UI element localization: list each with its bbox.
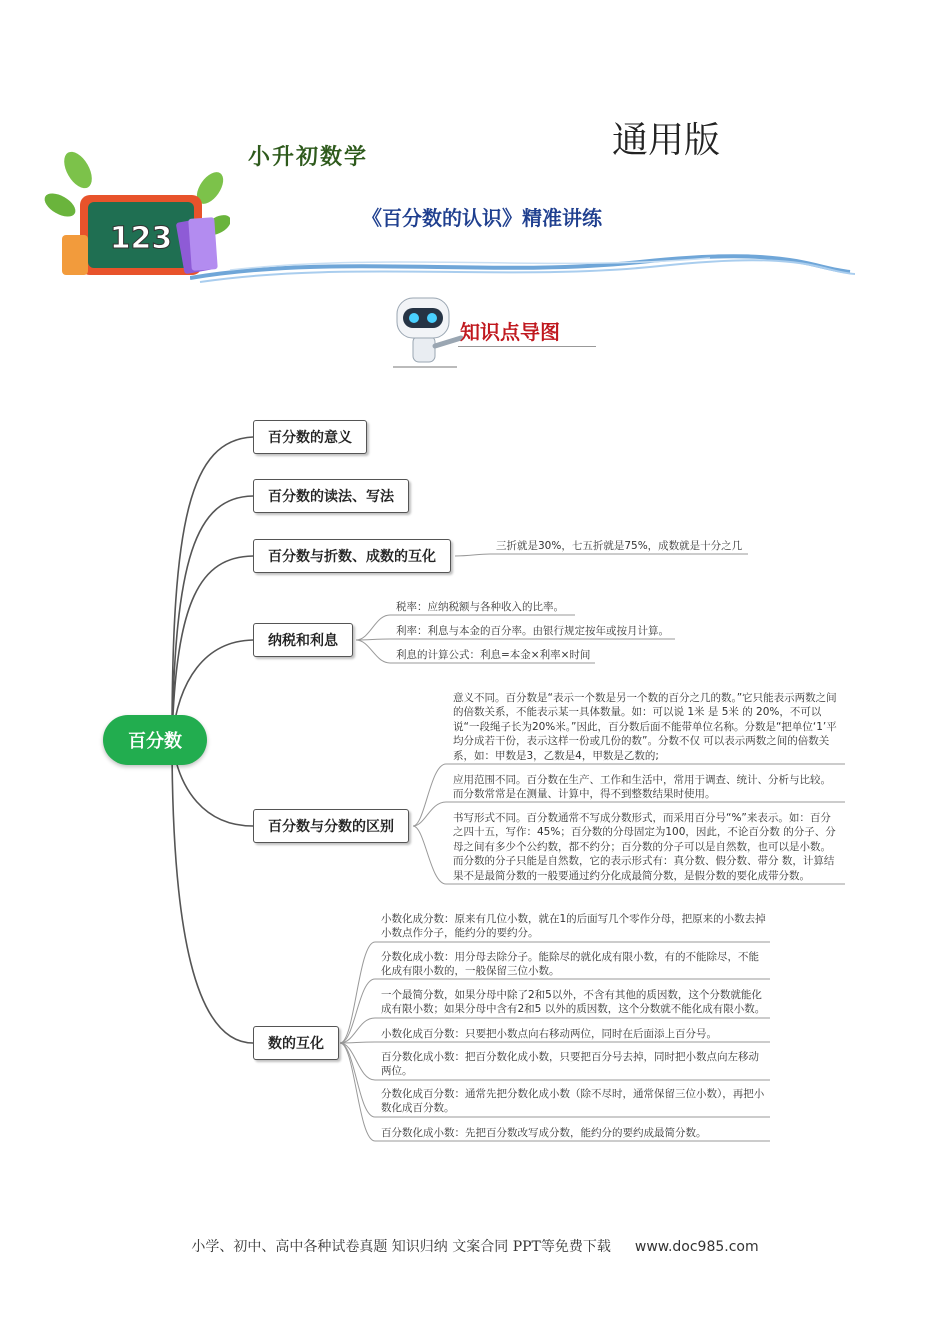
branch-meaning: 百分数的意义 [253, 420, 367, 454]
board-number: 123 [109, 221, 173, 256]
leaf-percent-to-fraction: 百分数化成小数：先把百分数改写成分数，能约分的要约成最简分数。 [381, 1127, 707, 1139]
section-title: 知识点导图 [460, 320, 560, 344]
leaf-difference-writing: 书写形式不同。百分数通常不写成分数形式，而采用百分号“%”来表示。如：百分之四十五，写作：45%；百分数的分母固定为100，因此，不论百分数 的分子、分母之间有多少个公约数，都不约分；百分数的分子可以是自然数，也可以是小数。而分数的分子只能是自然数，它的表示形式有：真分数、假分数、带分 数，计算结果不是最简分数的一般要通过约分化成最简分数，是假分数的要化成带分数。 [453, 812, 836, 882]
footer-site-link[interactable]: www.doc985.com [634, 1239, 759, 1255]
branch-number-conversion: 数的互化 [253, 1026, 339, 1060]
leaf-fraction-to-percent: 分数化成百分数：通常先把分数化成小数（除不尽时，通常保留三位小数），再把小数化成百分数。 [381, 1088, 765, 1115]
mindmap-root: 百分数 [103, 715, 207, 765]
page-title: 《百分数的认识》精准讲练 [362, 206, 602, 230]
branch-fraction-difference: 百分数与分数的区别 [253, 809, 409, 843]
leaf-discount: 三折就是30%，七五折就是75%，成数就是十分之几 [496, 540, 743, 552]
branch-discount-conversion: 百分数与折数、成数的互化 [253, 539, 451, 573]
leaf-decimal-to-fraction: 小数化成分数：原来有几位小数，就在1的后面写几个零作分母，把原来的小数去掉小数点作分子，能约分的要约分。 [381, 913, 766, 940]
leaf-fraction-to-decimal: 分数化成小数：用分母去除分子。能除尽的就化成有限小数，有的不能除尽，不能化成有限小数的，一般保留三位小数。 [381, 951, 759, 978]
leaf-percent-to-decimal: 百分数化成小数：把百分数化成小数，只要把百分号去掉，同时把小数点向左移动两位。 [381, 1051, 759, 1078]
leaf-interest-formula: 利息的计算公式：利息=本金×利率×时间 [396, 649, 591, 661]
branch-tax-interest: 纳税和利息 [253, 623, 353, 657]
edition-label: 通用版 [612, 120, 721, 161]
leaf-decimal-to-percent: 小数化成百分数：只要把小数点向右移动两位，同时在后面添上百分号。 [381, 1028, 717, 1040]
footer [0, 1236, 950, 1256]
leaf-difference-meaning: 意义不同。百分数是“表示一个数是另一个数的百分之几的数。”它只能表示两数之间的倍数关系，不能表示某一具体数量。如：可以说 1米 是 5米 的 20%，不可以说“一段绳子长为20%米。”因此，百分数后面不能带单位名称。分数是“把单位‘1’平均分成若干份，表示这样一份或几份的数”。分数不仅 可以表示两数之间的倍数关系，如：甲数是3，乙数是4，甲数是乙数的; [453, 692, 837, 762]
footer-text: 小学、初中、高中各种试卷真题 知识归纳 文案合同 PPT等免费下载 [191, 1239, 611, 1255]
branch-read-write: 百分数的读法、写法 [253, 479, 409, 513]
series-title: 小升初数学 [248, 145, 369, 170]
leaf-simplest-fraction: 一个最简分数，如果分母中除了2和5以外，不含有其他的质因数，这个分数就能化成有限小数；如果分母中含有2和5 以外的质因数，这个分数就不能化成有限小数。 [381, 989, 766, 1016]
leaf-tax-rate: 税率：应纳税额与各种收入的比率。 [396, 601, 564, 613]
leaf-interest-rate: 利率：利息与本金的百分率。由银行规定按年或按月计算。 [396, 625, 669, 637]
leaf-difference-usage: 应用范围不同。百分数在生产、工作和生活中，常用于调查、统计、分析与比较。而分数常常是在测量、计算中，得不到整数结果时使用。 [453, 774, 831, 801]
